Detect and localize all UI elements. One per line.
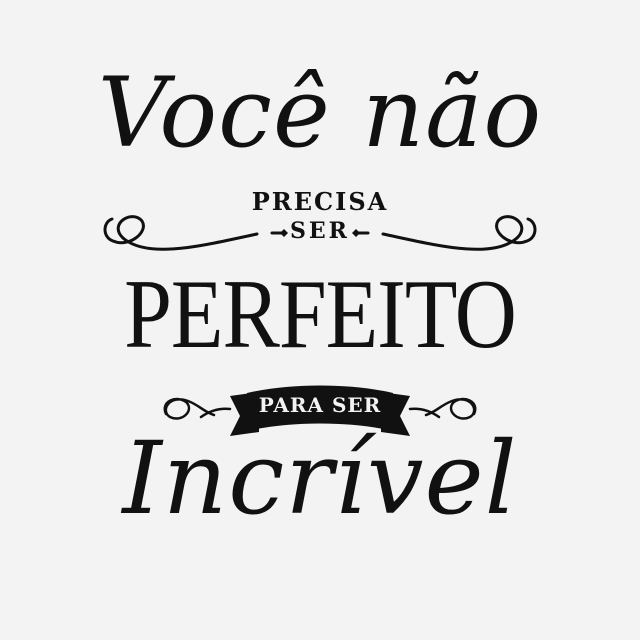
ribbon-text-para-ser: PARA SER [258,393,382,417]
line-voce-nao: Você não [97,57,543,169]
line-incrivel: Incrível [122,420,518,537]
line-perfeito: PERFEITO [124,259,516,369]
line-ser: SER [290,218,350,244]
line-precisa: PRECISA [251,187,389,216]
